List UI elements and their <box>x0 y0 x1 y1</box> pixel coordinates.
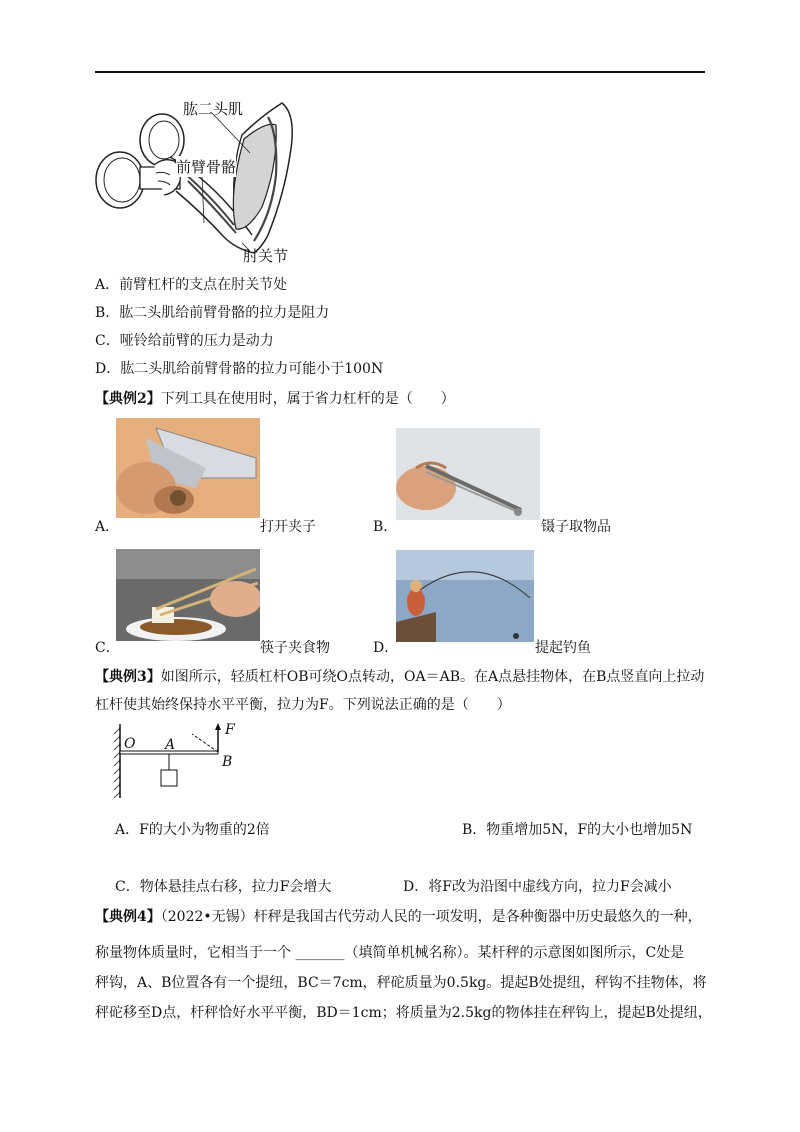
q2-stem: 下列工具在使用时，属于省力杠杆的是（ ） <box>160 391 455 407</box>
q2-option-d-letter: D． <box>373 640 399 656</box>
lever-figure <box>110 722 240 800</box>
q4-line3: 秤钩，A、B位置各有一个提纽，BC＝7cm，秤砣质量为0.5kg。提起B处提纽，秤钩不挂物体，将 <box>95 975 707 991</box>
q2-option-b-caption: 镊子取物品 <box>541 519 611 535</box>
photo-clip <box>116 418 260 518</box>
q1-option-d: D．肱二头肌给前臂骨骼的拉力可能小于100N <box>95 361 384 377</box>
q3-option-a: A．F的大小为物重的2倍 <box>115 822 270 838</box>
label-elbow: 肘关节 <box>243 247 289 265</box>
q4-line2: 称量物体质量时，它相当于一个 _______（填简单机械名称）。某杆秤的示意图如图所示，C处是 <box>95 945 685 961</box>
arm-dumbbell-figure <box>92 95 302 265</box>
photo-fishing <box>396 550 534 642</box>
q3-stem-line2: 杠杆使其始终保持水平平衡，拉力为F。下列说法正确的是（ ） <box>95 697 511 713</box>
q4-text-line1: （2022•无锡）杆秤是我国古代劳动人民的一项发明，是各种衡器中历史最悠久的一种， <box>160 909 702 925</box>
photo-tweezers <box>396 428 540 520</box>
q2-option-d-caption: 提起钓鱼 <box>535 640 591 656</box>
q2-option-a-letter: A． <box>95 519 120 535</box>
lever-label-o: O <box>124 736 136 752</box>
q1-option-a: A．前臂杠杆的支点在肘关节处 <box>95 277 288 293</box>
q2-question <box>95 389 455 409</box>
q2-option-c-letter: C． <box>95 640 120 656</box>
q2-tag: 【典例2】 <box>95 391 161 407</box>
q3-option-d: D．将F改为沿图中虚线方向，拉力F会减小 <box>403 879 672 895</box>
q3-stem-line1: 如图所示，轻质杠杆OB可绕O点转动，OA＝AB。在A点悬挂物体，在B点竖直向上拉动 <box>160 669 705 685</box>
q1-option-b: B．肱二头肌给前臂骨骼的拉力是阻力 <box>95 305 330 321</box>
lever-label-f: F <box>225 722 235 738</box>
q3-option-c: C．物体悬挂点右移，拉力F会增大 <box>115 879 332 895</box>
q2-option-c-caption: 筷子夹食物 <box>260 640 330 656</box>
q2-option-a-caption: 打开夹子 <box>260 519 316 535</box>
q4-line4: 秤砣移至D点，杆秤恰好水平平衡，BD＝1cm；将质量为2.5kg的物体挂在秤钩上，提起B处提纽， <box>95 1005 712 1021</box>
q3-option-b: B．物重增加5N，F的大小也增加5N <box>462 822 693 838</box>
lever-label-b: B <box>222 754 233 770</box>
q3-tag: 【典例3】 <box>95 669 161 685</box>
header-rule <box>95 71 705 73</box>
label-forearm-bone: 前臂骨骼 <box>176 158 237 176</box>
label-biceps: 肱二头肌 <box>183 100 244 118</box>
q2-option-b-letter: B． <box>373 519 398 535</box>
lever-label-a: A <box>165 737 176 753</box>
q1-option-c: C．哑铃给前臂的压力是动力 <box>95 333 274 349</box>
q4-line1 <box>95 907 702 927</box>
photo-chopsticks <box>116 549 260 641</box>
q4-tag: 【典例4】 <box>95 909 161 925</box>
q3-question-line1 <box>95 667 704 687</box>
